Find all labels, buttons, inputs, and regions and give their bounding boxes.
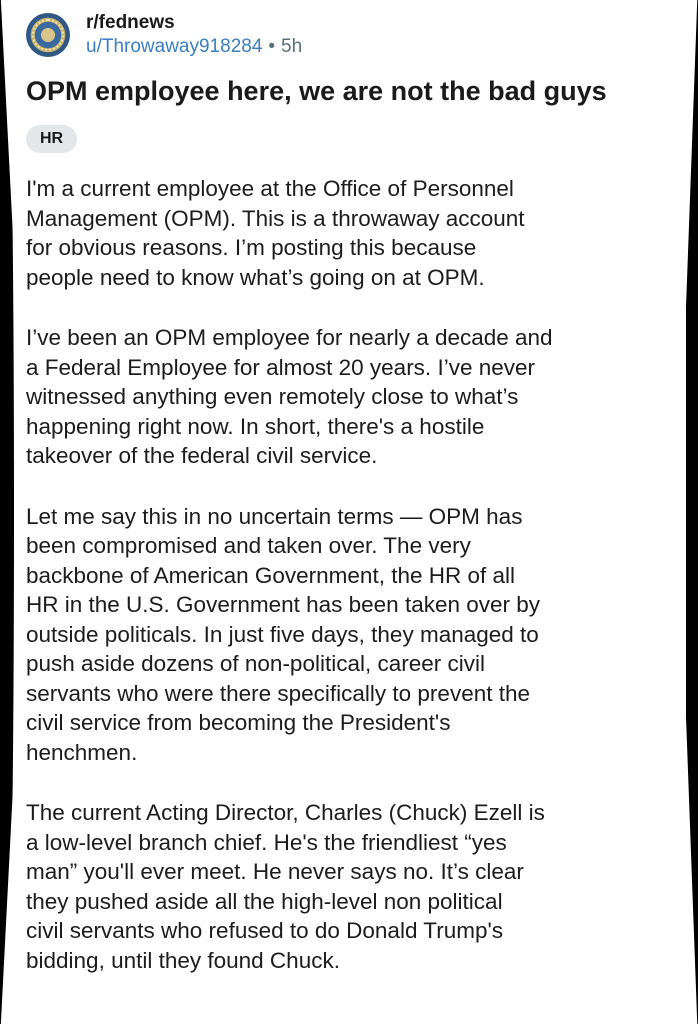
paragraph-line: civil servants who refused to do Donald Trump's [26,918,504,943]
paragraph-line: outside politicals. In just five days, they managed to [26,621,539,647]
paragraph-line: takeover of the federal civil service. [26,443,378,468]
post-body [26,174,676,1006]
post-flair[interactable]: HR [26,125,77,153]
paragraph-line: man” you'll ever meet. He never says no. It’s clear [26,859,524,884]
subreddit-seal-icon[interactable] [26,13,70,57]
paragraph-line: Management (OPM). This is a throwaway account [26,205,525,231]
post-paragraph-2 [26,323,676,471]
paragraph-line: I’ve been an OPM employee for nearly a decade and [26,325,553,350]
paragraph-line: The current Acting Director, Charles (Chuck) Ezell is [26,800,545,825]
paragraph-line: I'm a current employee at the Office of Personnel [26,176,514,201]
author-line [86,35,302,59]
paragraph-line: happening right now. In short, there's a hostile [26,413,485,439]
paragraph-line: a low-level branch chief. He's the friendliest “yes [26,829,507,855]
paragraph-line: henchmen. [26,739,138,765]
post-paragraph-4 [26,798,676,975]
paragraph-line: backbone of American Government, the HR of all [26,562,516,588]
paragraph-line: they pushed aside all the high-level non political [26,888,503,914]
post-paragraph-3 [26,502,676,768]
paragraph-line: HR in the U.S. Government has been taken over by [26,592,541,617]
paragraph-line: for obvious reasons. I’m posting this because [26,235,477,260]
paragraph-line: bidding, until they found Chuck. [26,947,340,973]
paragraph-line: a Federal Employee for almost 20 years. I’ve never [26,354,535,380]
paragraph-line: people need to know what’s going on at OPM. [26,264,485,290]
paragraph-line: been compromised and taken over. The very [26,533,471,558]
author-link[interactable]: u/Throwaway918284 [86,36,263,57]
paragraph-line: civil service from becoming the President's [26,710,451,735]
post-meta [86,11,302,59]
paragraph-line: witnessed anything even remotely close to what’s [26,384,519,409]
phone-bezel-right [686,0,698,1024]
post-paragraph-1 [26,174,676,292]
phone-bezel-left [0,0,14,1024]
post-header [26,8,302,62]
paragraph-line: push aside dozens of non-political, career civil [26,651,485,676]
post-age: 5h [281,36,303,57]
subreddit-link[interactable]: r/fednews [86,12,175,33]
paragraph-line: servants who were there specifically to prevent the [26,680,530,706]
paragraph-line: Let me say this in no uncertain terms — OPM has [26,503,523,529]
post-title[interactable]: OPM employee here, we are not the bad guys [26,76,607,106]
meta-separator: • [268,36,276,57]
